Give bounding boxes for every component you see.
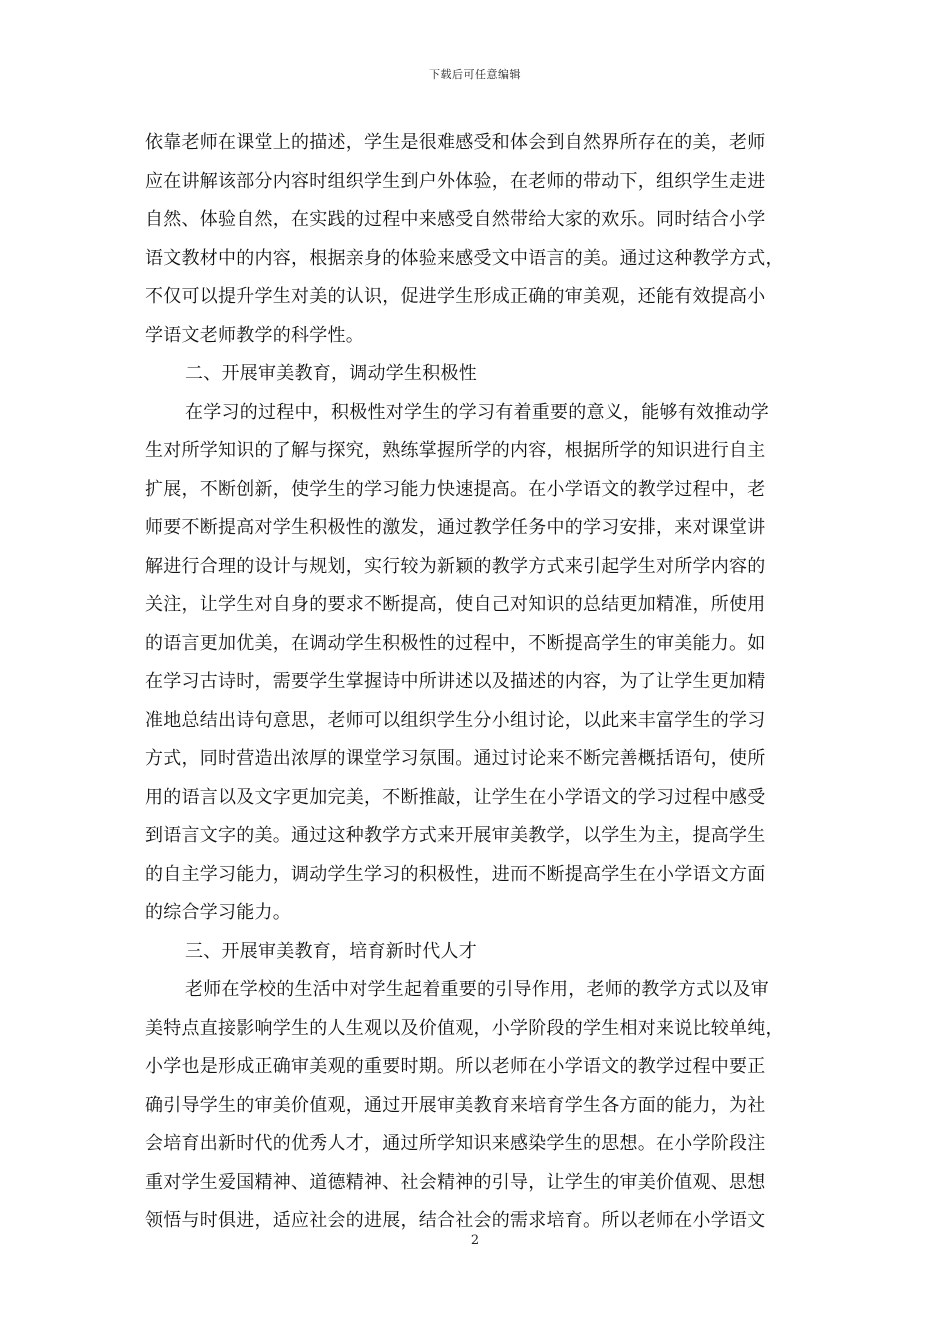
text-line: 的自主学习能力，调动学生学习的积极性，进而不断提高学生在小学语文方面	[145, 863, 766, 885]
text-line: 用的语言以及文字更加完美，不断推敲，让学生在小学语文的学习过程中感受	[145, 786, 766, 808]
text-line: 语文教材中的内容，根据亲身的体验来感受文中语言的美。通过这种教学方式，	[145, 247, 784, 269]
text-line: 师要不断提高对学生积极性的激发，通过教学任务中的学习安排，来对课堂讲	[145, 517, 766, 538]
text-line: 准地总结出诗句意思，老师可以组织学生分小组讨论，以此来丰富学生的学习	[145, 709, 766, 731]
text-line: 应在讲解该部分内容时组织学生到户外体验，在老师的带动下，组织学生走进	[145, 170, 766, 192]
page-header: 下载后可任意编辑	[429, 68, 521, 81]
text-line: 会培育出新时代的优秀人才，通过所学知识来感染学生的思想。在小学阶段注	[145, 1133, 766, 1154]
text-line: 关注，让学生对自身的要求不断提高，使自己对知识的总结更加精准，所使用	[145, 594, 766, 615]
text-line: 依靠老师在课堂上的描述，学生是很难感受和体会到自然界所存在的美，老师	[145, 132, 766, 153]
text-line: 解进行合理的设计与规划，实行较为新颖的教学方式来引起学生对所学内容的	[145, 555, 766, 577]
section-heading: 二、开展审美教育，调动学生积极性	[185, 363, 477, 384]
section-heading: 三、开展审美教育，培育新时代人才	[185, 940, 477, 962]
text-line: 的语言更加优美，在调动学生积极性的过程中，不断提高学生的审美能力。如	[145, 632, 766, 654]
text-line: 美特点直接影响学生的人生观以及价值观，小学阶段的学生相对来说比较单纯，	[145, 1017, 784, 1039]
text-line: 在学习的过程中，积极性对学生的学习有着重要的意义，能够有效推动学	[185, 401, 769, 423]
text-line: 小学也是形成正确审美观的重要时期。所以老师在小学语文的教学过程中要正	[145, 1056, 766, 1077]
text-line: 不仅可以提升学生对美的认识，促进学生形成正确的审美观，还能有效提高小	[145, 286, 766, 307]
text-line: 扩展，不断创新，使学生的学习能力快速提高。在小学语文的教学过程中，老	[145, 478, 766, 500]
document-body	[145, 124, 810, 1241]
text-line: 的综合学习能力。	[145, 902, 291, 923]
text-line: 生对所学知识的了解与探究，熟练掌握所学的内容，根据所学的知识进行自主	[145, 440, 766, 461]
page-number: 2	[470, 1233, 480, 1248]
text-line: 老师在学校的生活中对学生起着重要的引导作用，老师的教学方式以及审	[185, 979, 769, 1000]
text-line: 重对学生爱国精神、道德精神、社会精神的引导，让学生的审美价值观、思想	[145, 1171, 766, 1193]
text-line: 到语言文字的美。通过这种教学方式来开展审美教学，以学生为主，提高学生	[145, 825, 766, 846]
text-line: 自然、体验自然，在实践的过程中来感受自然带给大家的欢乐。同时结合小学	[145, 209, 766, 230]
text-line: 领悟与时俱进，适应社会的进展，结合社会的需求培育。所以老师在小学语文	[145, 1210, 766, 1231]
text-line: 在学习古诗时，需要学生掌握诗中所讲述以及描述的内容，为了让学生更加精	[145, 671, 766, 692]
text-line: 方式，同时营造出浓厚的课堂学习氛围。通过讨论来不断完善概括语句，使所	[145, 748, 766, 769]
text-line: 学语文老师教学的科学性。	[145, 324, 364, 346]
text-line: 确引导学生的审美价值观，通过开展审美教育来培育学生各方面的能力，为社	[145, 1094, 766, 1116]
